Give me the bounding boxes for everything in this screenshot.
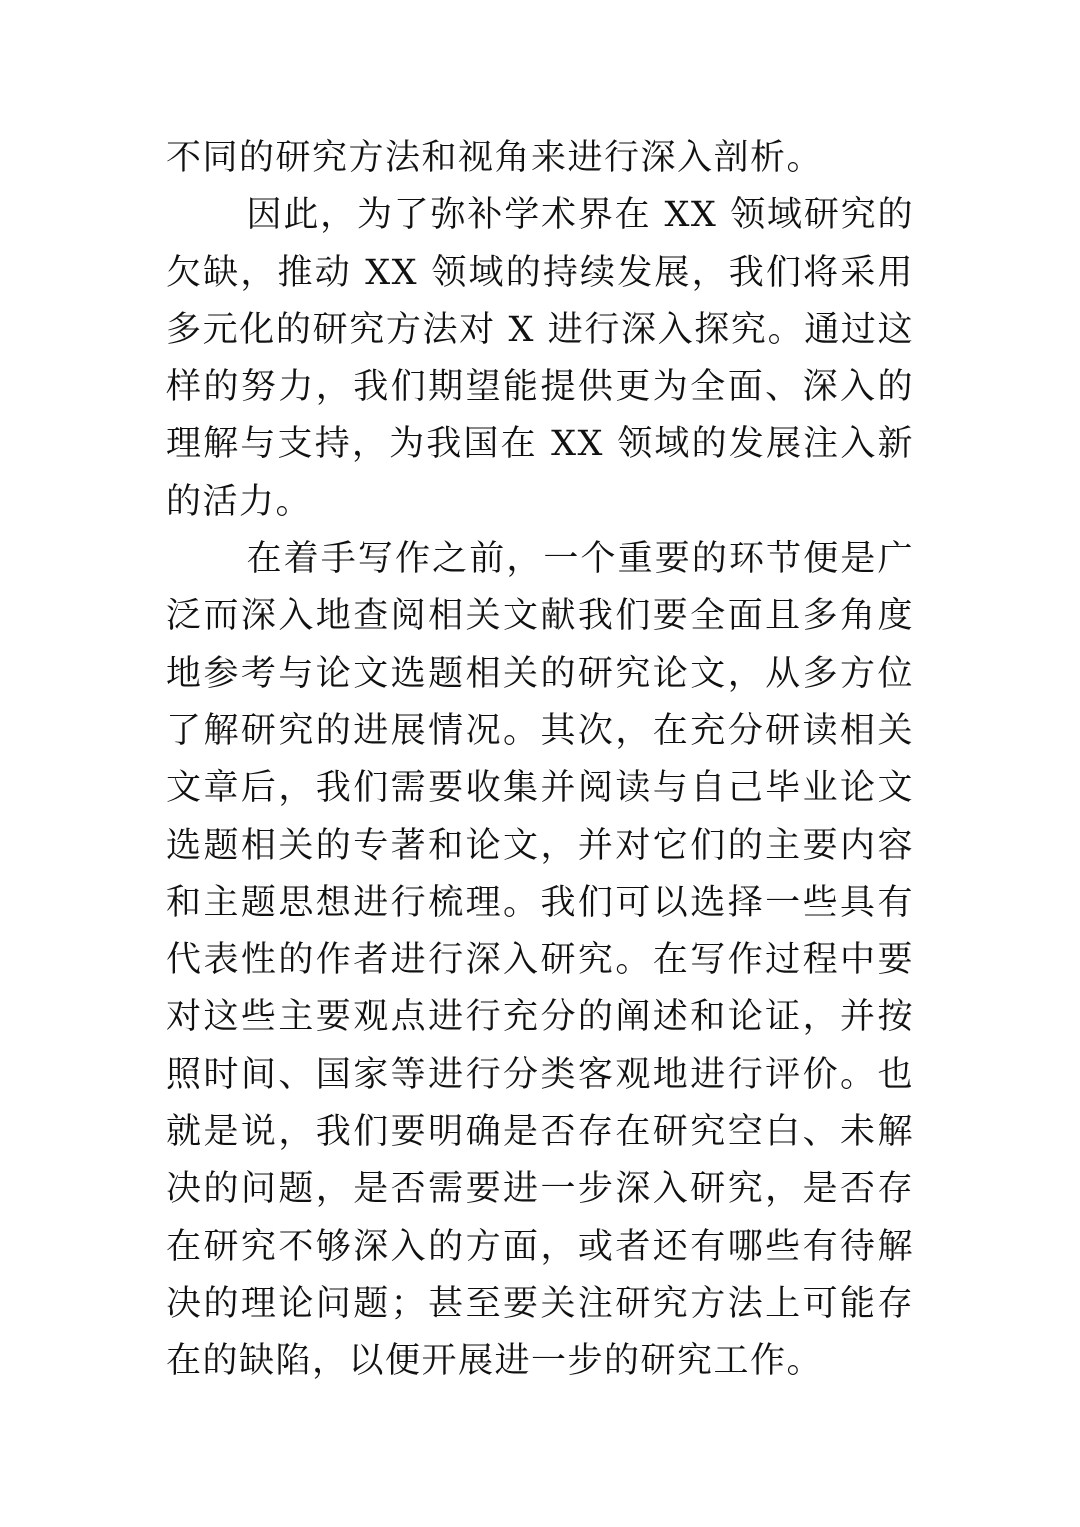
paragraph-3: 在着手写作之前，一个重要的环节便是广泛而深入地查阅相关文献我们要全面且多角度地参考与论文选题相关的研究论文，从多方位了解研究的进展情况。其次，在充分研读相关文章后，我们需要收集并阅读与自己毕业论文选题相关的专著和论文，并对它们的主要内容和主题思想进行梳理。我们可以选择一些具有代表性的作者进行深入研究。在写作过程中要对这些主要观点进行充分的阐述和论证，并按照时间、国家等进行分类客观地进行评价。也就是说，我们要明确是否存在研究空白、未解决的问题，是否需要进一步深入研究，是否存在研究不够深入的方面，或者还有哪些有待解决的理论问题；甚至要关注研究方法上可能存在的缺陷，以便开展进一步的研究工作。 xyxy=(166,539,914,1382)
paragraph-2: 因此，为了弥补学术界在 XX 领域研究的欠缺，推动 XX 领域的持续发展，我们将采用多元化的研究方法对 X 进行深入探究。通过这样的努力，我们期望能提供更为全面、深入的理解与支持，为我国在 XX 领域的发展注入新的活力。 xyxy=(166,195,914,522)
paragraph-1: 不同的研究方法和视角来进行深入剖析。 xyxy=(166,138,824,178)
body-text xyxy=(166,130,914,1391)
